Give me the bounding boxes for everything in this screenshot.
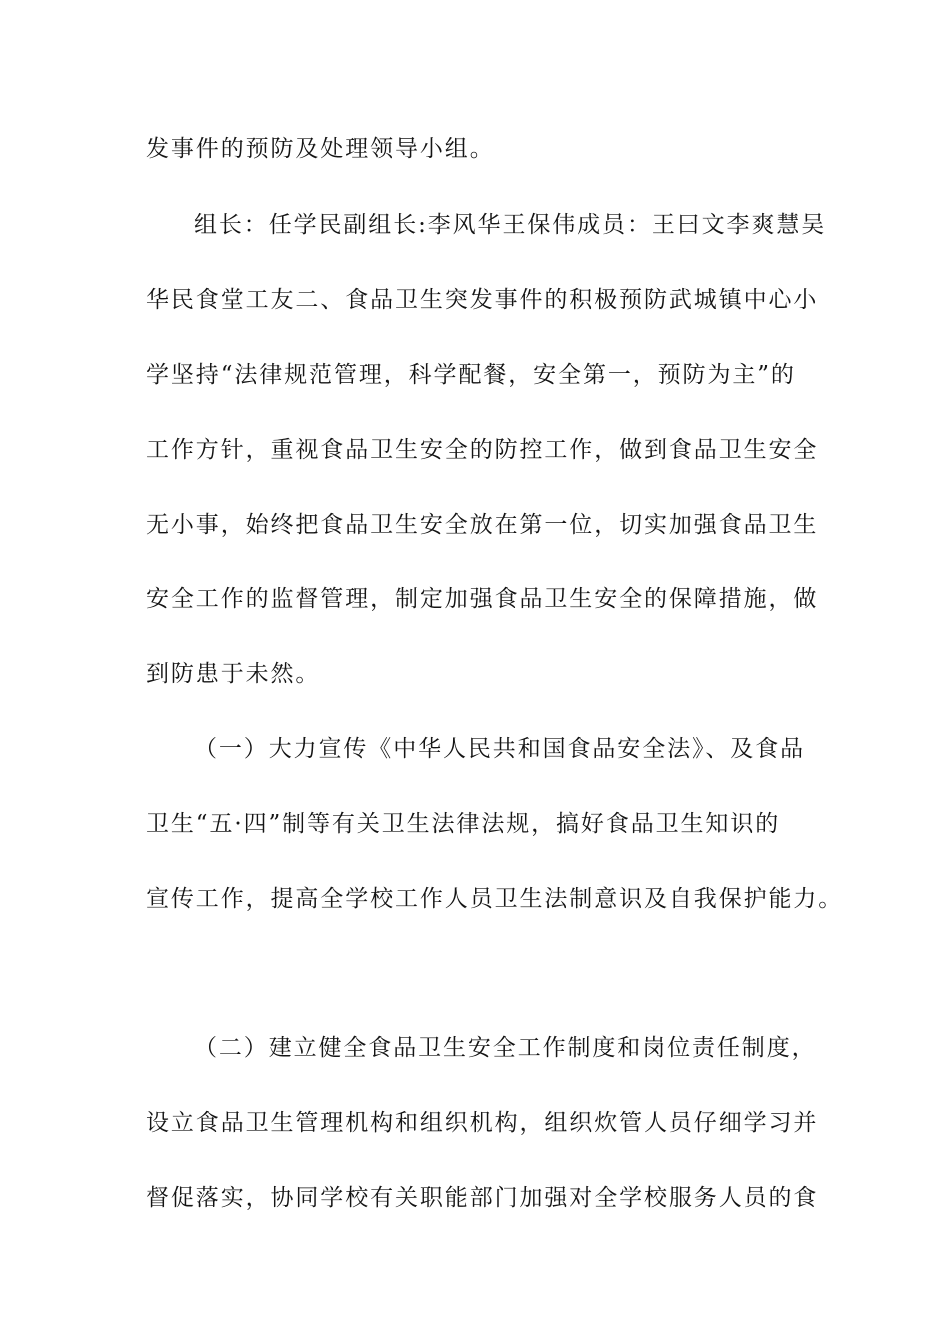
text-line-6: 无小事，始终把食品卫生安全放在第一位，切实加强食品卫生 — [146, 512, 819, 538]
text-line-13: 设立食品卫生管理机构和组织机构，组织炊管人员仔细学习并 — [146, 1110, 819, 1136]
text-line-14: 督促落实，协同学校有关职能部门加强对全学校服务人员的食 — [146, 1185, 819, 1211]
text-line-5: 工作方针，重视食品卫生安全的防控工作，做到食品卫生安全 — [146, 437, 819, 463]
text-line-8: 到防患于未然。 — [146, 661, 321, 687]
text-line-10: 卫生“五·四”制等有关卫生法律法规，搞好食品卫生知识的 — [146, 811, 781, 837]
text-line-1: 发事件的预防及处理领导小组。 — [146, 136, 495, 162]
text-line-3: 华民食堂工友二、食品卫生突发事件的积极预防武城镇中心小 — [146, 287, 819, 313]
text-line-4: 学坚持“法律规范管理，科学配餐，安全第一，预防为主”的 — [146, 362, 796, 388]
text-line-11: 宣传工作，提高全学校工作人员卫生法制意识及自我保护能力。 — [146, 886, 844, 912]
text-line-2: 组长：任学民副组长:李风华王保伟成员：王曰文李爽慧吴 — [194, 212, 827, 238]
text-line-9: （一）大力宣传《中华人民共和国食品安全法》、及食品 — [194, 736, 805, 762]
text-line-12: （二）建立健全食品卫生安全工作制度和岗位责任制度， — [194, 1035, 817, 1061]
text-line-7: 安全工作的监督管理，制定加强食品卫生安全的保障措施，做 — [146, 586, 819, 612]
